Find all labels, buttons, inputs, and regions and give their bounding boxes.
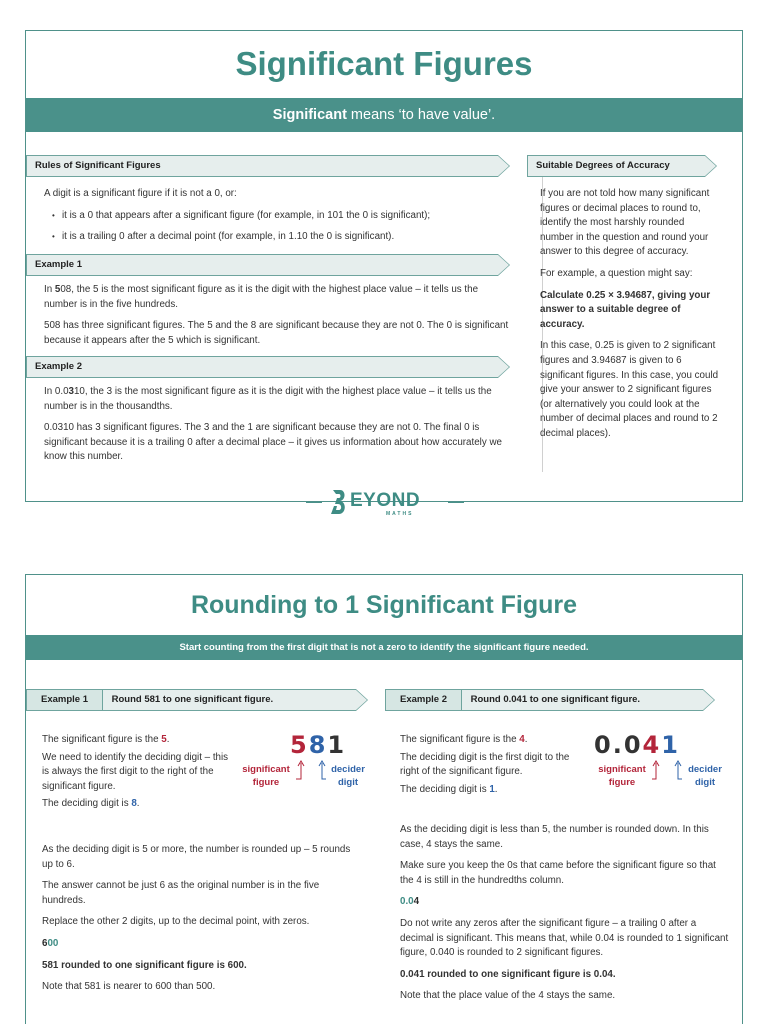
- rounding-card: [25, 574, 743, 1024]
- logo-line-right: [448, 502, 464, 503]
- instruction-band: Start counting from the first digit that is not a zero to identify the significant figure needed.: [26, 635, 742, 660]
- ex1-tag: [26, 689, 356, 711]
- answer-digit: 4: [413, 896, 420, 908]
- example2-para1: [44, 385, 512, 414]
- decider-digit: 8: [131, 798, 137, 810]
- decider-digit: 1: [489, 783, 495, 795]
- ex2-para2: Make sure you keep the 0s that came before the significant figure so that the 4 is still in the hundredths column.: [400, 860, 716, 886]
- ex2-para3: Do not write any zeros after the significant figure – a trailing 0 after a decimal is significant. This means that, while 0.04 is rounded to 1 significant figure, 0.040 is rounded to 2 significant figures.: [400, 917, 729, 959]
- ex2-line1: [400, 733, 580, 748]
- text-run: In: [44, 284, 55, 295]
- ex1-line2: We need to identify the deciding digit – this is always the first digit to the right of the significant figure.: [42, 751, 229, 792]
- example1-tag: [26, 254, 498, 276]
- text-run: The deciding digit is: [42, 798, 132, 810]
- rules-bullet: • it is a 0 that appears after a significant figure (for example, in 101 the 0 is significant);: [44, 209, 514, 224]
- example1-para1: [44, 283, 512, 312]
- text-run: 10, the 3 is the most significant figure as it is the digit with the highest place value – it tells us the number is in the thousandths.: [44, 386, 492, 412]
- sig-digit: 4: [642, 731, 662, 759]
- ex1-note: Note that 581 is nearer to 600 than 500.: [42, 981, 216, 993]
- logo-text: EYOND: [350, 490, 421, 511]
- ex2-note: Note that the place value of the 4 stays the same.: [400, 990, 616, 1002]
- sig-digit: 4: [519, 734, 525, 745]
- text-run: .: [136, 798, 140, 810]
- example2-tag: [26, 356, 498, 378]
- text-run: .: [524, 734, 528, 745]
- example2-tag-label: Example 2: [35, 361, 82, 372]
- ex2-tag-label: Example 2: [386, 690, 462, 710]
- ex1-explanation: [42, 843, 360, 1002]
- answer-digit: 6: [42, 937, 48, 949]
- ex2-steps: [400, 733, 580, 804]
- ex2-para1: As the deciding digit is less than 5, the number is rounded down. In this case, 4 stays the same.: [400, 824, 709, 850]
- accuracy-para4: In this case, 0.25 is given to 2 significant figures and 3.94687 is given to 6 significant figures. In this case, you could give your answer to 2 significant figures (or alternatively you could look at the number of decimal places and round to 2 decimal places).: [540, 340, 719, 439]
- rules-tag: [26, 155, 498, 177]
- ex2-number: [594, 731, 680, 759]
- significant-figures-card: [25, 30, 743, 517]
- card-title: Rounding to 1 Significant Figure: [190, 591, 578, 619]
- accuracy-tag: [527, 155, 705, 177]
- rules-intro: A digit is a significant figure if it is not a 0, or:: [44, 188, 237, 199]
- accuracy-para2: For example, a question might say:: [540, 267, 693, 279]
- ex1-number: [290, 731, 346, 759]
- card-title: Significant Figures: [235, 45, 533, 82]
- ex1-line3: [42, 797, 232, 812]
- bold-digit: 5: [54, 284, 61, 295]
- ex1-steps: [42, 733, 232, 819]
- ex1-prompt: Round 581 to one significant figure.: [111, 694, 274, 705]
- ex1-tag-label: Example 1: [27, 690, 103, 710]
- logo-b-mark-icon: [330, 489, 348, 515]
- answer-leading: 0.0: [400, 896, 414, 908]
- ex2-tag: [385, 689, 703, 711]
- text-run: The significant figure is the: [400, 734, 520, 745]
- ex2-sig-label: significant figure: [598, 764, 646, 788]
- ex1-sig-label: significant figure: [242, 764, 290, 788]
- ex2-explanation: [400, 823, 730, 1011]
- answer-zeros: 00: [47, 937, 59, 949]
- ex2-line3: [400, 783, 580, 798]
- beyond-maths-logo: [326, 487, 444, 517]
- ex1-answer: [42, 937, 360, 952]
- logo-line-left: [306, 502, 322, 503]
- ex1-para1: As the deciding digit is 5 or more, the number is rounded up – 5 rounds up to 6.: [42, 844, 351, 870]
- text-run: .: [166, 734, 170, 745]
- example2-text: [44, 385, 512, 472]
- logo-subtext: MATHS: [386, 511, 414, 517]
- rules-bullet: • it is a trailing 0 after a decimal point (for example, in 1.10 the 0 is significant).: [44, 230, 514, 245]
- ex2-conclusion: 0.041 rounded to one significant figure is 0.04.: [400, 968, 616, 980]
- accuracy-question: Calculate 0.25 × 3.94687, giving your answer to a suitable degree of accuracy.: [540, 289, 711, 330]
- other-digit: 1: [327, 731, 347, 759]
- text-run: The deciding digit is: [400, 783, 490, 795]
- ex2-answer: [400, 895, 730, 910]
- text-run: The significant figure is the: [42, 734, 162, 745]
- decider-digit: 8: [308, 731, 328, 759]
- rules-text: [44, 187, 514, 252]
- sig-digit: 5: [290, 731, 309, 759]
- bold-digit: 3: [68, 386, 74, 397]
- ex1-conclusion: 581 rounded to one significant figure is 600.: [42, 959, 247, 971]
- ex1-line1: [42, 733, 232, 748]
- ex1-para3: Replace the other 2 digits, up to the decimal point, with zeros.: [42, 916, 310, 928]
- definition-band: [26, 98, 742, 132]
- example1-text: [44, 283, 512, 355]
- text-run: In 0.0: [44, 386, 69, 397]
- band-rest: means ‘to have value’.: [346, 107, 496, 123]
- accuracy-tag-label: Suitable Degrees of Accuracy: [536, 160, 670, 171]
- sig-digit: 5: [161, 734, 167, 745]
- example2-para2: 0.0310 has 3 significant figures. The 3 and the 1 are significant because they are not 0. The final 0 is significant because it is a trailing 0 after a decimal place – it gives us information about how accurately we know this number.: [44, 422, 502, 463]
- ex1-para2: The answer cannot be just 6 as the original number is in the five hundreds.: [42, 880, 320, 906]
- decider-digit: 1: [661, 731, 680, 759]
- ex2-line2: The deciding digit is the first digit to the right of the significant figure.: [400, 751, 570, 778]
- leading-digits: 0.0: [594, 731, 643, 759]
- ex2-prompt: Round 0.041 to one significant figure.: [470, 694, 641, 705]
- example1-tag-label: Example 1: [35, 259, 82, 270]
- accuracy-para1: If you are not told how many significant figures or decimal places to round to, identify the most harshly rounded number in the question and round your answer to this degree of accuracy.: [540, 188, 710, 258]
- ex2-decider-label: decider digit: [688, 764, 722, 788]
- rules-tag-label: Rules of Significant Figures: [35, 160, 161, 171]
- text-run: 08, the 5 is the most significant figure as it is the digit with the highest place value – it tells us the number is in the five hundreds.: [44, 284, 479, 310]
- ex1-decider-label: decider digit: [331, 764, 365, 788]
- example1-para2: 508 has three significant figures. The 5 and the 8 are significant because they are not 0. The 0 is significant because it appears after the 5 which is significant.: [44, 320, 509, 346]
- text-run: .: [494, 783, 498, 795]
- band-bold: Significant: [272, 107, 347, 123]
- accuracy-text: [540, 187, 720, 449]
